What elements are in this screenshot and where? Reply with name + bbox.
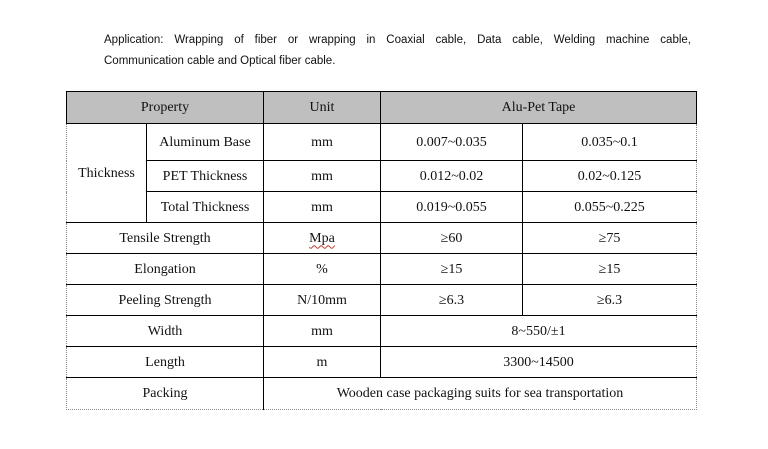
application-paragraph xyxy=(104,30,691,72)
width-unit: mm xyxy=(264,316,381,347)
aluminum-base-value-1: 0.007~0.035 xyxy=(381,124,523,161)
length-value: 3300~14500 xyxy=(381,347,697,378)
pet-thickness-value-2: 0.02~0.125 xyxy=(523,161,697,192)
peeling-strength-label: Peeling Strength xyxy=(67,285,264,316)
aluminum-base-label: Aluminum Base xyxy=(147,124,264,161)
width-value: 8~550/±1 xyxy=(381,316,697,347)
pet-thickness-value-1: 0.012~0.02 xyxy=(381,161,523,192)
table-row-pet-thickness xyxy=(67,161,697,192)
tensile-strength-value-2: ≥75 xyxy=(523,223,697,254)
spec-table xyxy=(66,91,697,410)
pet-thickness-label: PET Thickness xyxy=(147,161,264,192)
total-thickness-label: Total Thickness xyxy=(147,192,264,223)
table-row-peeling-strength xyxy=(67,285,697,316)
peeling-strength-value-2: ≥6.3 xyxy=(523,285,697,316)
elongation-unit: % xyxy=(264,254,381,285)
header-product: Alu-Pet Tape xyxy=(381,92,697,124)
elongation-value-2: ≥15 xyxy=(523,254,697,285)
table-row-elongation xyxy=(67,254,697,285)
header-unit: Unit xyxy=(264,92,381,124)
table-row-width xyxy=(67,316,697,347)
table-row-total-thickness xyxy=(67,192,697,223)
total-thickness-value-1: 0.019~0.055 xyxy=(381,192,523,223)
tensile-strength-label: Tensile Strength xyxy=(67,223,264,254)
length-unit: m xyxy=(264,347,381,378)
total-thickness-value-2: 0.055~0.225 xyxy=(523,192,697,223)
tensile-strength-unit-text: Mpa xyxy=(309,230,335,246)
elongation-value-1: ≥15 xyxy=(381,254,523,285)
length-label: Length xyxy=(67,347,264,378)
application-line-1: Application: Wrapping of fiber or wrapping in Coaxial cable, Data cable, Welding machine cable, xyxy=(104,34,691,46)
thickness-group-label: Thickness xyxy=(67,124,147,223)
elongation-label: Elongation xyxy=(67,254,264,285)
peeling-strength-value-1: ≥6.3 xyxy=(381,285,523,316)
aluminum-base-value-2: 0.035~0.1 xyxy=(523,124,697,161)
table-row-length xyxy=(67,347,697,378)
packing-label: Packing xyxy=(67,378,264,410)
width-label: Width xyxy=(67,316,264,347)
aluminum-base-unit: mm xyxy=(264,124,381,161)
pet-thickness-unit: mm xyxy=(264,161,381,192)
tensile-strength-value-1: ≥60 xyxy=(381,223,523,254)
header-property: Property xyxy=(67,92,264,124)
packing-value: Wooden case packaging suits for sea transportation xyxy=(264,378,697,410)
peeling-strength-unit: N/10mm xyxy=(264,285,381,316)
header-row xyxy=(67,92,697,124)
application-line-2: Communication cable and Optical fiber cable. xyxy=(104,55,336,67)
table-row-aluminum-base xyxy=(67,124,697,161)
total-thickness-unit: mm xyxy=(264,192,381,223)
table-row-packing xyxy=(67,378,697,410)
table-row-tensile-strength xyxy=(67,223,697,254)
tensile-strength-unit xyxy=(264,223,381,254)
